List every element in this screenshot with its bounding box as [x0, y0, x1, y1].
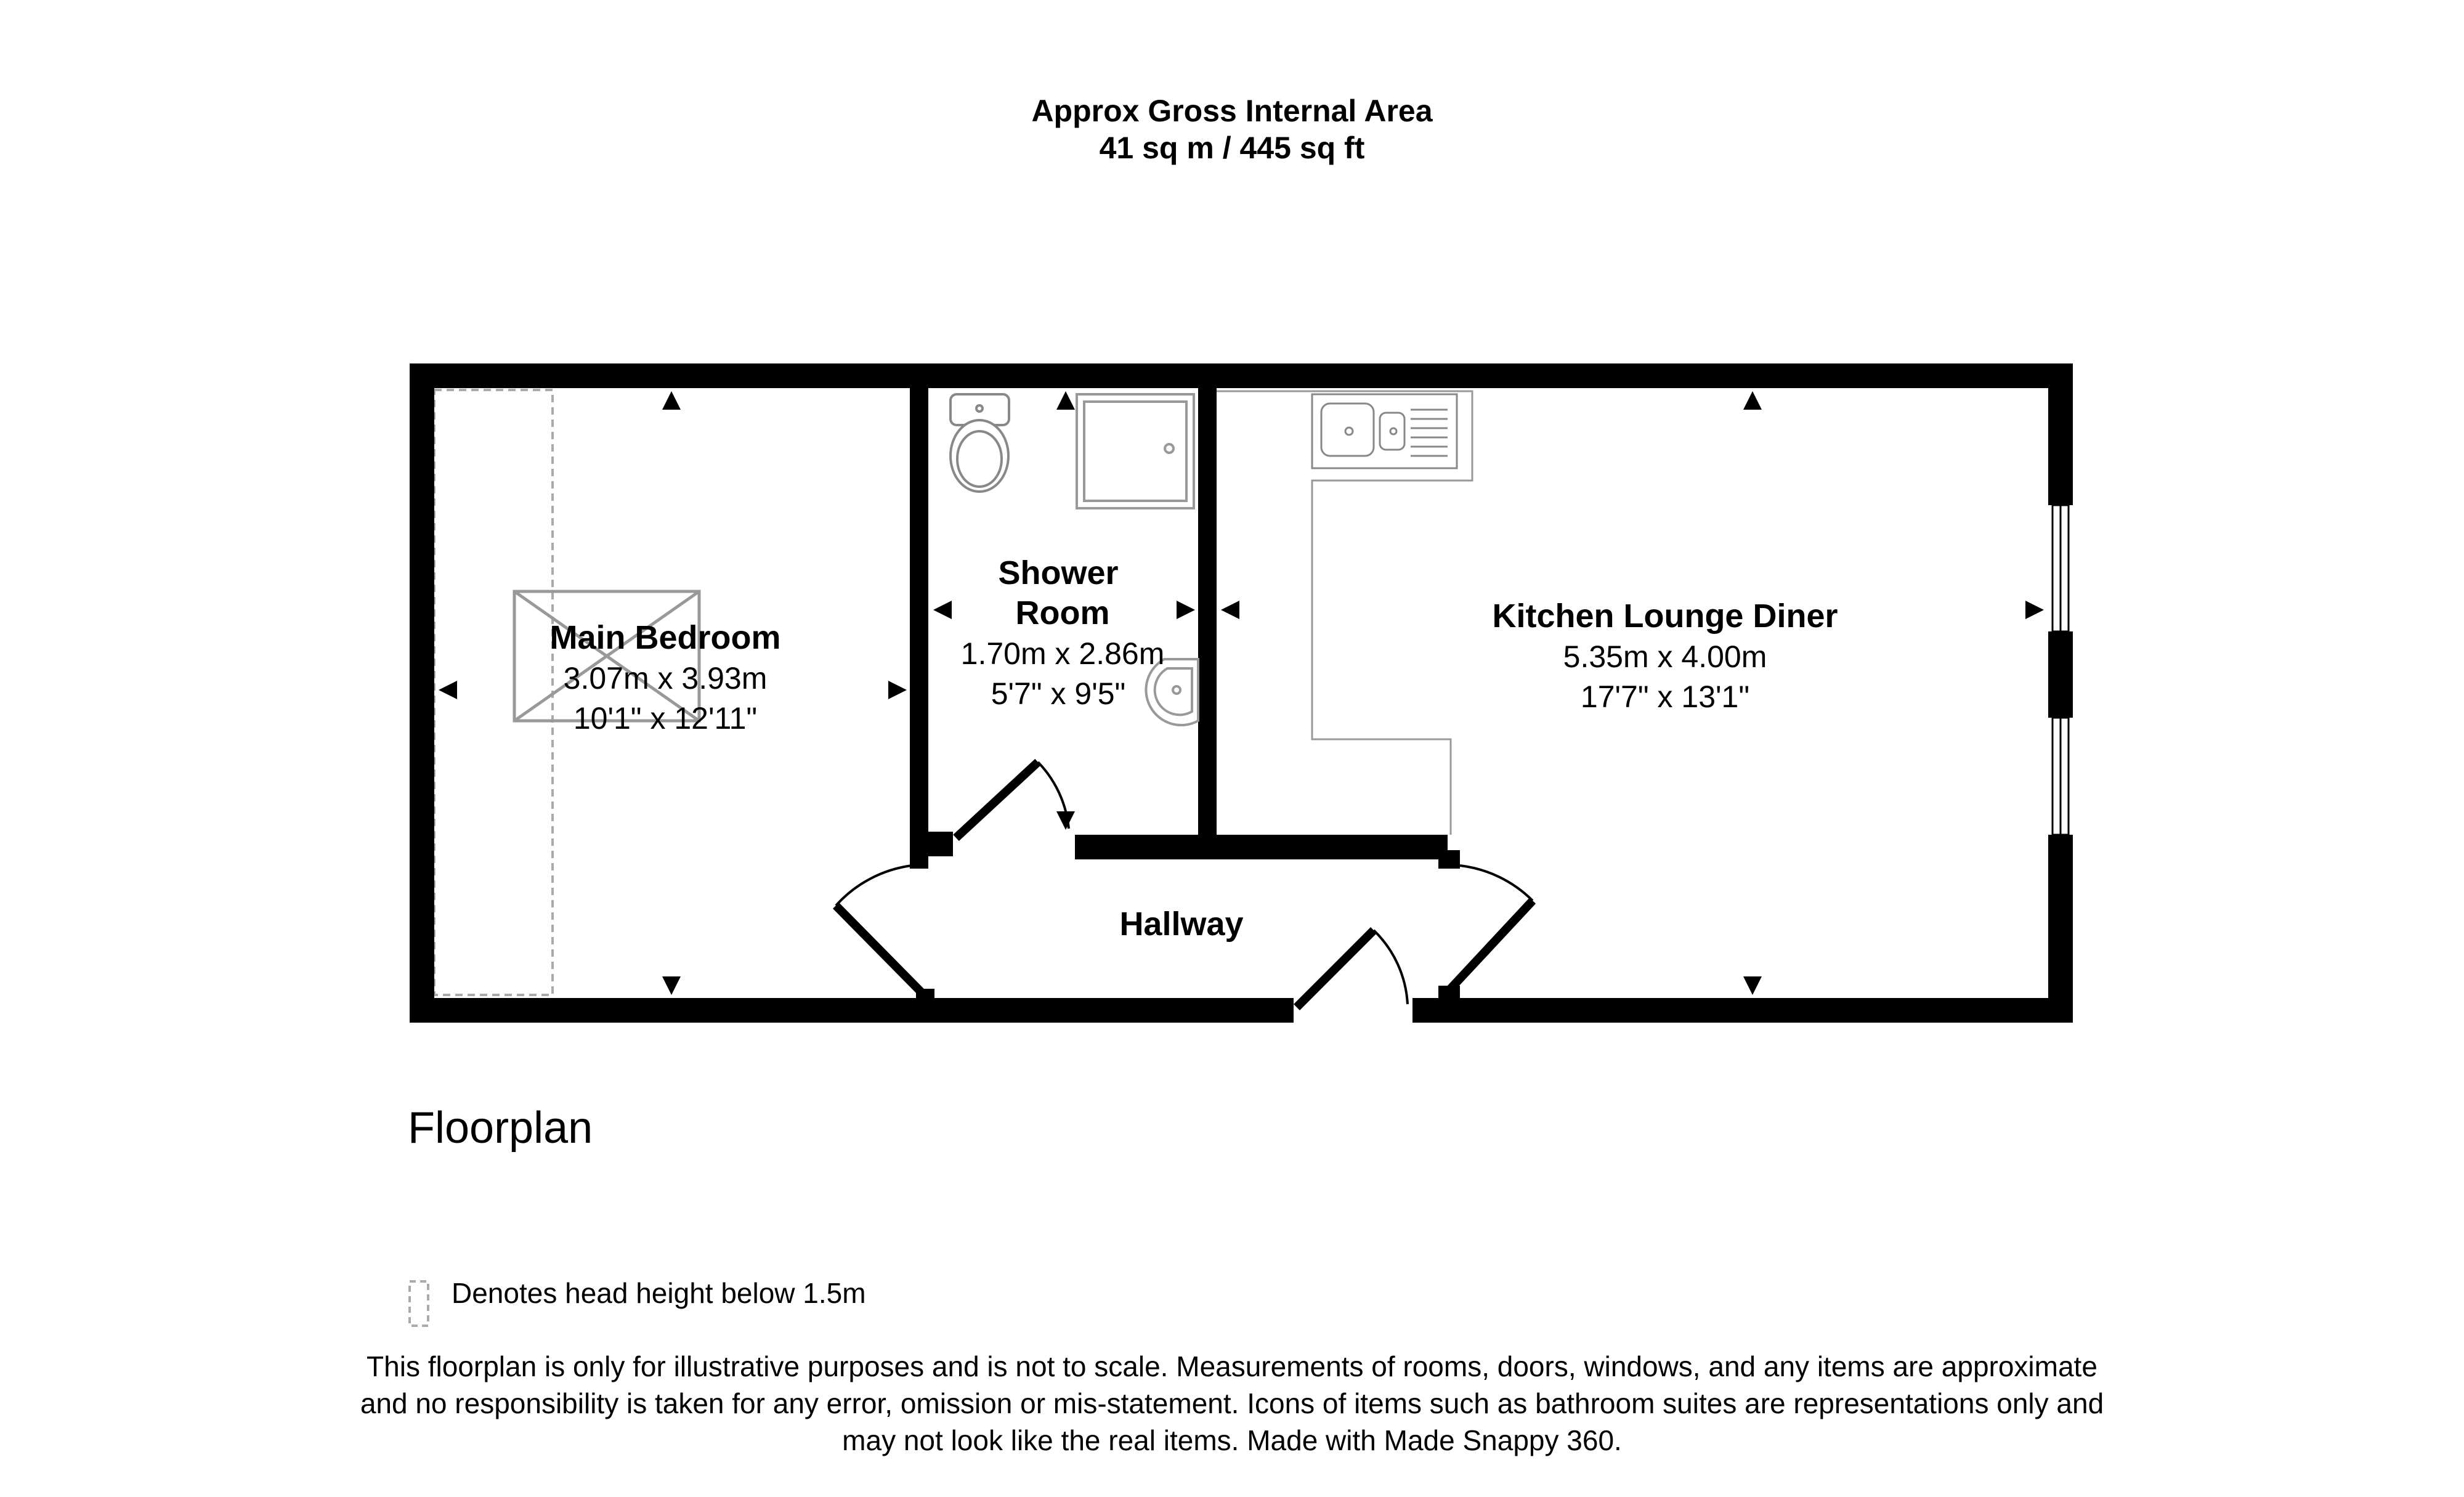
wall-right-top [2048, 363, 2073, 505]
label-main-bedroom: Main Bedroom [549, 619, 781, 656]
legend-text: Denotes head height below 1.5m [452, 1277, 866, 1309]
wall-stub-kitchen [1438, 850, 1460, 869]
toilet-icon [950, 394, 1009, 492]
dim-main-bedroom-metric: 3.07m x 3.93m [563, 661, 768, 696]
floor-label: Floorplan [408, 1103, 593, 1153]
wall-right-bottom [2048, 835, 2073, 1023]
disclaimer-line: This floorplan is only for illustrative purposes and is not to scale. Measurements of rooms, doors, windows, and any items are approximate [367, 1350, 2097, 1382]
dim-kitchen-imperial: 17'7" x 13'1" [1580, 680, 1750, 714]
doors [836, 762, 1533, 1007]
door-shower [956, 762, 1038, 838]
wall-bottom-right [1412, 998, 2073, 1023]
area-title: Approx Gross Internal Area [1031, 94, 1433, 128]
wall-right-mid [2048, 631, 2073, 718]
wall-hall-top [1075, 835, 1448, 859]
door-kitchen [1448, 901, 1533, 992]
area-value: 41 sq m / 445 sq ft [1099, 131, 1365, 165]
door-entrance [1297, 930, 1374, 1007]
door-bedroom [836, 906, 921, 992]
wall-bedroom-shower [910, 388, 928, 869]
label-hallway: Hallway [1119, 906, 1244, 943]
wall-bottom-left [410, 998, 1294, 1023]
disclaimer-line: may not look like the real items. Made with Made Snappy 360. [842, 1424, 1622, 1456]
wall-stub-shower-left [928, 832, 953, 856]
wall-shower-kitchen [1198, 388, 1217, 838]
wall-top [410, 363, 2073, 388]
wall-left [410, 363, 434, 1023]
disclaimer-line: and no responsibility is taken for any error, omission or mis-statement. Icons of items such as bathroom suites are representations only and [360, 1387, 2104, 1419]
disclaimer [360, 1348, 2104, 1459]
dim-kitchen-metric: 5.35m x 4.00m [1563, 639, 1767, 674]
legend-swatch [410, 1281, 428, 1326]
label-shower-room-2: Room [1015, 594, 1110, 631]
sink-icon [1312, 394, 1457, 468]
label-kitchen: Kitchen Lounge Diner [1492, 598, 1838, 635]
dim-shower-room-metric: 1.70m x 2.86m [960, 636, 1165, 671]
dim-shower-room-imperial: 5'7" x 9'5" [991, 676, 1126, 711]
dim-main-bedroom-imperial: 10'1" x 12'11" [573, 701, 758, 736]
shower-tray-icon [1077, 394, 1194, 508]
room-labels [549, 554, 1838, 943]
label-shower-room-1: Shower [998, 554, 1119, 591]
